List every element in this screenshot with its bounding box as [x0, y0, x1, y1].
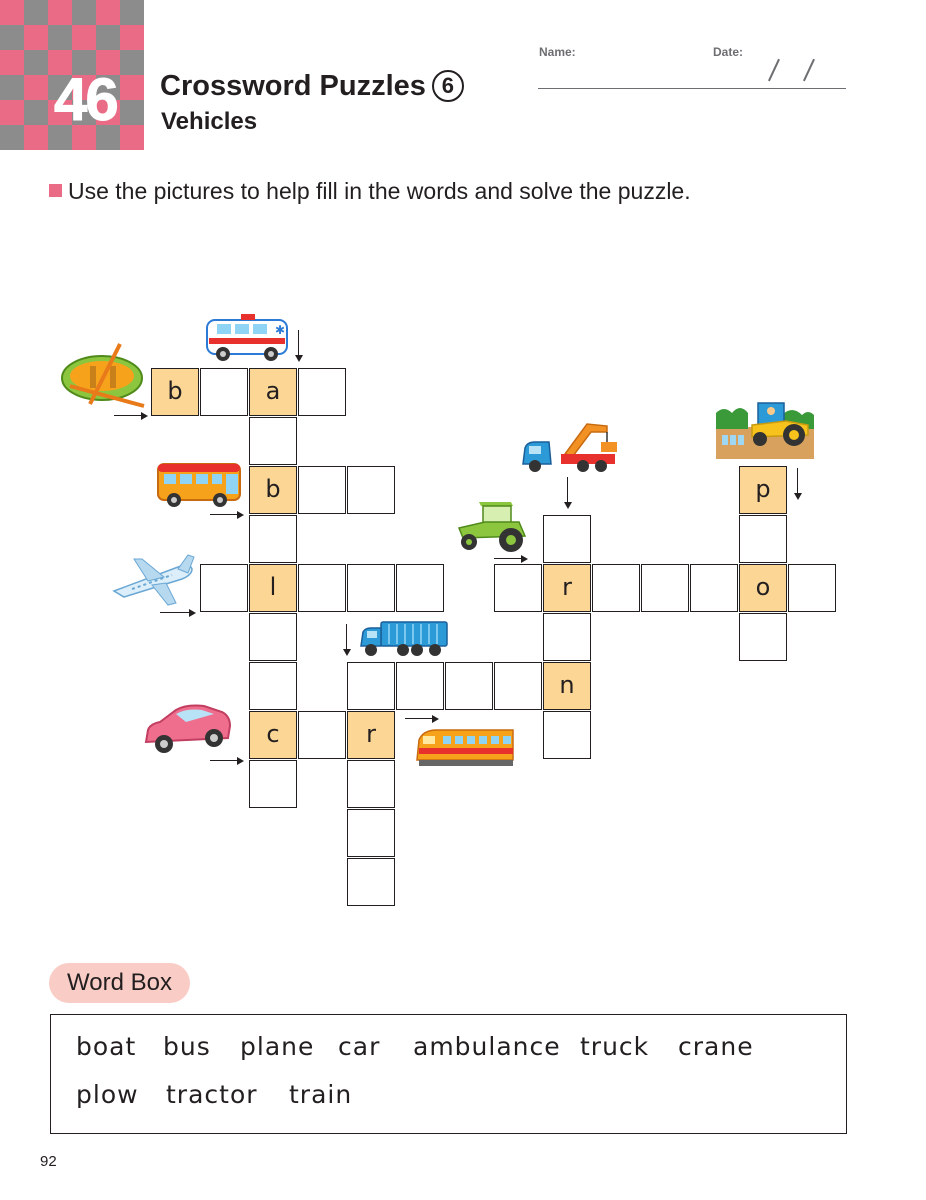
train-icon	[415, 726, 517, 768]
name-label: Name:	[539, 45, 576, 59]
arrow-down-icon	[346, 624, 347, 654]
crossword-cell[interactable]	[788, 564, 836, 612]
crossword-cell[interactable]	[347, 564, 395, 612]
arrow-right-icon	[114, 415, 146, 416]
word-box-item: crane	[678, 1032, 754, 1061]
crossword-cell[interactable]	[298, 711, 346, 759]
plane-icon	[108, 553, 196, 609]
crossword-cell[interactable]: l	[249, 564, 297, 612]
checker-square	[24, 125, 48, 150]
word-box-item: car	[338, 1032, 381, 1061]
checker-square	[120, 100, 144, 125]
crossword-cell[interactable]	[347, 466, 395, 514]
checker-square	[24, 25, 48, 50]
checker-square	[0, 25, 24, 50]
crossword-cell[interactable]: r	[347, 711, 395, 759]
page-number: 92	[40, 1153, 57, 1170]
crossword-cell[interactable]	[739, 515, 787, 563]
word-box-item: plane	[240, 1032, 315, 1061]
arrow-right-icon	[405, 718, 437, 719]
checker-square	[0, 75, 24, 100]
word-box-item: boat	[76, 1032, 137, 1061]
arrow-right-icon	[160, 612, 194, 613]
crossword-cell[interactable]	[494, 662, 542, 710]
checker-square	[96, 0, 120, 25]
checker-square	[24, 100, 48, 125]
arrow-down-icon	[298, 330, 299, 360]
checker-square	[0, 50, 24, 75]
instruction-text: Use the pictures to help fill in the words and solve the puzzle.	[68, 178, 691, 204]
word-box-item: tractor	[166, 1080, 258, 1109]
checker-square	[24, 0, 48, 25]
crossword-cell[interactable]	[739, 613, 787, 661]
date-separator	[803, 59, 815, 81]
crossword-cell[interactable]: n	[543, 662, 591, 710]
crossword-cell[interactable]: r	[543, 564, 591, 612]
crossword-cell[interactable]	[543, 711, 591, 759]
arrow-down-icon	[797, 468, 798, 498]
crossword-cell[interactable]	[200, 368, 248, 416]
checker-square	[72, 25, 96, 50]
crossword-cell[interactable]	[347, 662, 395, 710]
crossword-cell[interactable]	[249, 417, 297, 465]
crossword-cell[interactable]	[641, 564, 689, 612]
checker-square	[96, 25, 120, 50]
crossword-cell[interactable]	[249, 662, 297, 710]
crossword-cell[interactable]: b	[151, 368, 199, 416]
checker-square	[120, 75, 144, 100]
checker-square	[120, 50, 144, 75]
word-box-item: plow	[76, 1080, 139, 1109]
word-box-item: ambulance	[413, 1032, 561, 1061]
crossword-cell[interactable]	[249, 760, 297, 808]
svg-text:✱: ✱	[275, 323, 286, 337]
arrow-right-icon	[494, 558, 526, 559]
ambulance-icon	[205, 312, 291, 364]
checker-square	[0, 125, 24, 150]
crossword-cell[interactable]	[396, 564, 444, 612]
date-label: Date:	[713, 45, 744, 59]
checker-square	[24, 50, 48, 75]
word-box-label: Word Box	[49, 963, 190, 1003]
crossword-cell[interactable]	[249, 613, 297, 661]
instruction	[49, 178, 691, 205]
crossword-cell[interactable]	[298, 368, 346, 416]
crossword-cell[interactable]: a	[249, 368, 297, 416]
boat-icon	[60, 338, 148, 410]
bus-icon	[156, 460, 244, 510]
crossword-cell[interactable]	[298, 564, 346, 612]
checker-square	[0, 0, 24, 25]
checker-square	[48, 25, 72, 50]
crossword-cell[interactable]	[200, 564, 248, 612]
crossword-cell[interactable]	[396, 662, 444, 710]
checker-square	[48, 0, 72, 25]
checker-square	[120, 0, 144, 25]
date-separator	[768, 59, 780, 81]
crossword-cell[interactable]: c	[249, 711, 297, 759]
arrow-down-icon	[567, 477, 568, 507]
arrow-right-icon	[210, 760, 242, 761]
checker-square	[120, 125, 144, 150]
crossword-cell[interactable]	[592, 564, 640, 612]
crossword-cell[interactable]	[298, 466, 346, 514]
crossword-cell[interactable]	[690, 564, 738, 612]
page-title-text: Crossword Puzzles	[160, 70, 426, 102]
crossword-cell[interactable]	[249, 515, 297, 563]
crossword-cell[interactable]	[543, 515, 591, 563]
word-box-item: truck	[580, 1032, 650, 1061]
crossword-cell[interactable]	[543, 613, 591, 661]
car-icon	[142, 702, 232, 760]
crossword-cell[interactable]	[347, 809, 395, 857]
crossword-cell[interactable]	[494, 564, 542, 612]
crossword-cell[interactable]	[347, 858, 395, 906]
tractor-icon	[455, 498, 531, 554]
checker-square	[120, 25, 144, 50]
name-date-line[interactable]	[538, 88, 846, 89]
crossword-cell[interactable]: b	[249, 466, 297, 514]
crossword-cell[interactable]	[347, 760, 395, 808]
crossword-cell[interactable]: o	[739, 564, 787, 612]
title-number-badge: 6	[432, 70, 464, 102]
checker-square	[24, 75, 48, 100]
crane-icon	[521, 418, 621, 476]
word-box-item: train	[289, 1080, 353, 1109]
checker-square	[72, 0, 96, 25]
plow-icon	[716, 393, 814, 459]
lesson-number: 46	[54, 66, 117, 133]
crossword-cell[interactable]: p	[739, 466, 787, 514]
truck-icon	[359, 620, 449, 658]
page-title	[160, 70, 464, 102]
checker-square	[0, 100, 24, 125]
page-subtitle: Vehicles	[161, 108, 258, 135]
crossword-cell[interactable]	[445, 662, 493, 710]
arrow-right-icon	[210, 514, 242, 515]
word-box-item: bus	[163, 1032, 211, 1061]
bullet-square	[49, 184, 62, 197]
